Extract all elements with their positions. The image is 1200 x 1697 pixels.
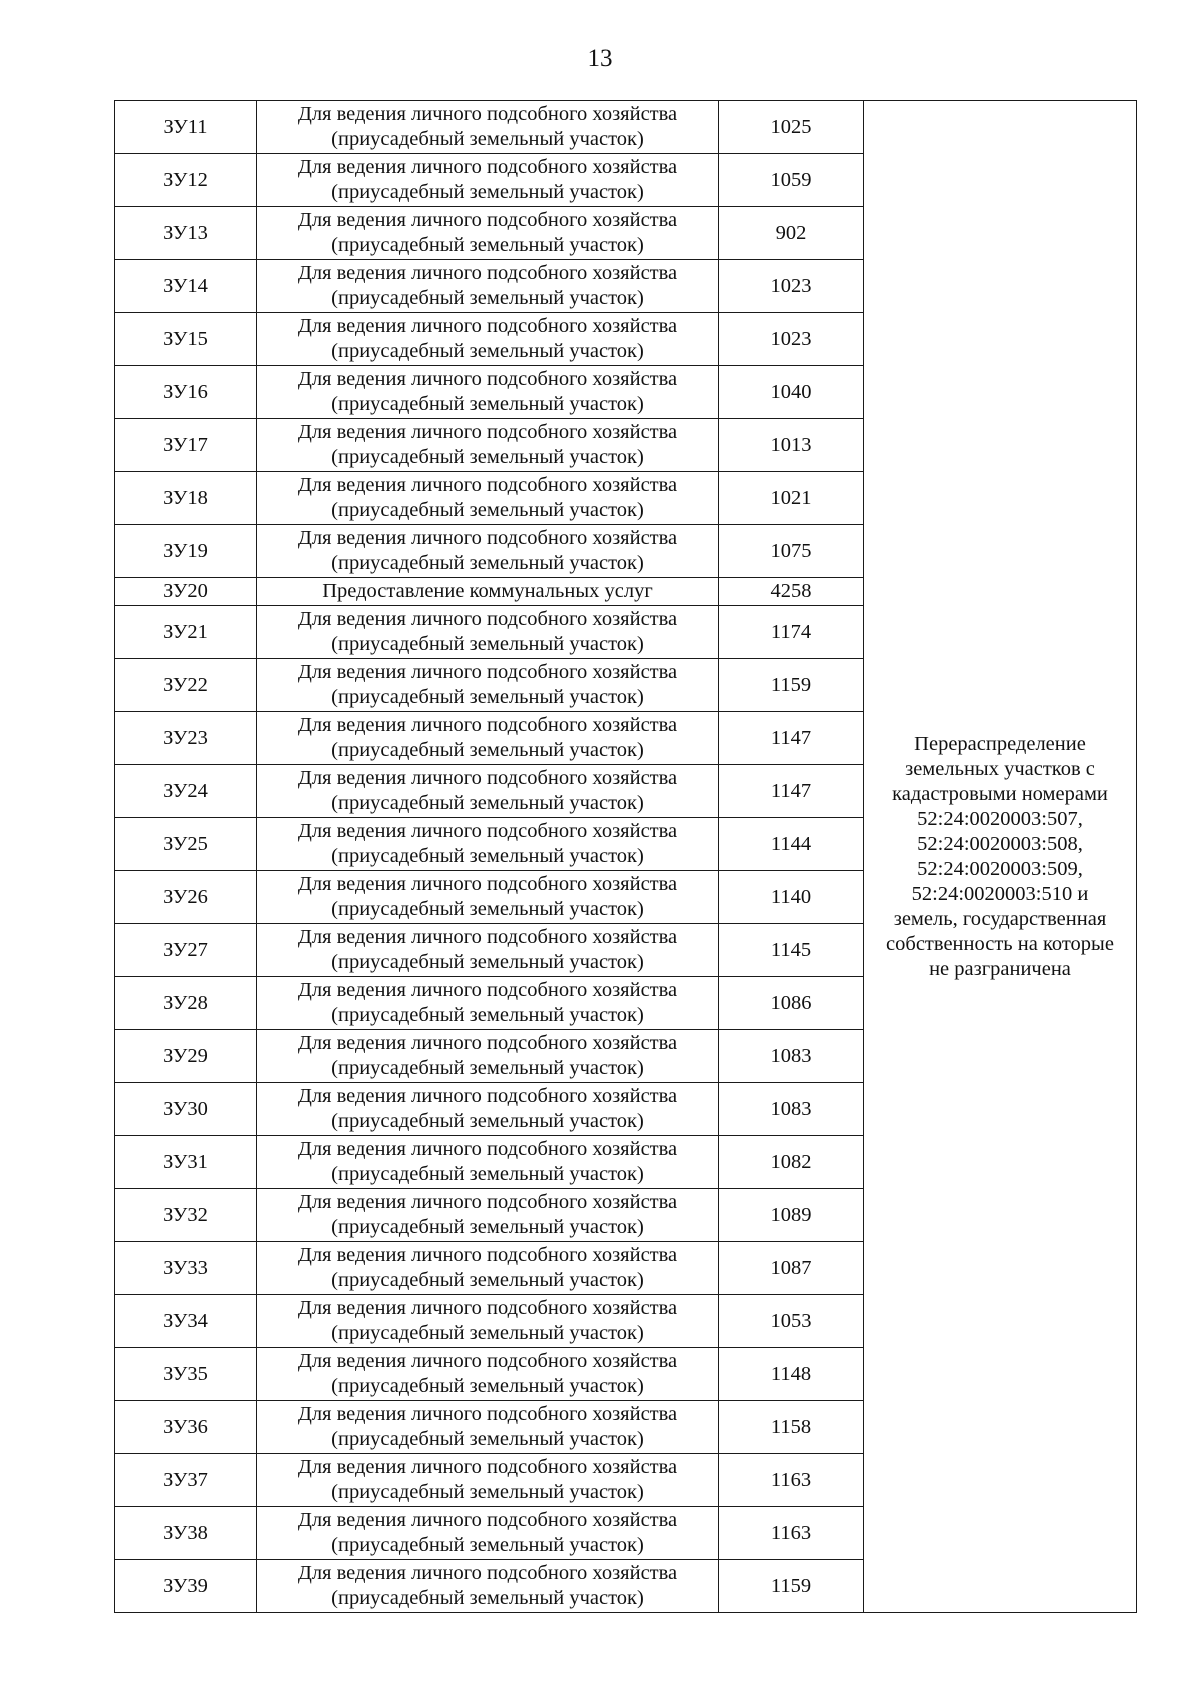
permitted-use-line: (приусадебный земельный участок): [331, 393, 644, 415]
plot-id-cell: ЗУ38: [115, 1507, 257, 1560]
plot-id-cell: ЗУ29: [115, 1030, 257, 1083]
plot-id-cell: ЗУ13: [115, 207, 257, 260]
permitted-use-cell: [257, 154, 719, 207]
plot-area-cell: 1053: [719, 1295, 864, 1348]
formation-method-line: земель, государственная: [893, 907, 1107, 930]
permitted-use-line: (приусадебный земельный участок): [331, 898, 644, 920]
plot-id-cell: ЗУ23: [115, 712, 257, 765]
permitted-use-cell: [257, 1136, 719, 1189]
permitted-use-line: (приусадебный земельный участок): [331, 792, 644, 814]
permitted-use-line: (приусадебный земельный участок): [331, 951, 644, 973]
permitted-use-cell: [257, 313, 719, 366]
permitted-use-line: (приусадебный земельный участок): [331, 845, 644, 867]
plot-area-cell: 1089: [719, 1189, 864, 1242]
permitted-use-line: Для ведения личного подсобного хозяйства: [297, 1456, 678, 1478]
plot-area-cell: 1021: [719, 472, 864, 525]
permitted-use-line: (приусадебный земельный участок): [331, 1057, 644, 1079]
permitted-use-line: Для ведения личного подсобного хозяйства: [297, 262, 678, 284]
permitted-use-line: (приусадебный земельный участок): [331, 1375, 644, 1397]
permitted-use-line: (приусадебный земельный участок): [331, 128, 644, 150]
plot-area-cell: 1159: [719, 1560, 864, 1613]
permitted-use-line: (приусадебный земельный участок): [331, 287, 644, 309]
permitted-use-line: Для ведения личного подсобного хозяйства: [297, 209, 678, 231]
permitted-use-line: (приусадебный земельный участок): [331, 1428, 644, 1450]
plot-area-cell: 1082: [719, 1136, 864, 1189]
permitted-use-line: (приусадебный земельный участок): [331, 1163, 644, 1185]
plot-id-cell: ЗУ19: [115, 525, 257, 578]
permitted-use-line: Предоставление коммунальных услуг: [322, 580, 653, 602]
permitted-use-line: Для ведения личного подсобного хозяйства: [297, 1562, 678, 1584]
permitted-use-cell: [257, 1242, 719, 1295]
permitted-use-cell: [257, 765, 719, 818]
plot-area-cell: 1147: [719, 712, 864, 765]
plot-id-cell: ЗУ39: [115, 1560, 257, 1613]
plot-id-cell: ЗУ25: [115, 818, 257, 871]
plot-area-cell: 4258: [719, 578, 864, 606]
plot-id-cell: ЗУ20: [115, 578, 257, 606]
permitted-use-cell: [257, 1295, 719, 1348]
permitted-use-line: (приусадебный земельный участок): [331, 1004, 644, 1026]
permitted-use-cell: [257, 472, 719, 525]
permitted-use-line: (приусадебный земельный участок): [331, 1269, 644, 1291]
permitted-use-line: Для ведения личного подсобного хозяйства: [297, 1244, 678, 1266]
permitted-use-cell: [257, 977, 719, 1030]
plot-area-cell: 1075: [719, 525, 864, 578]
formation-method-line: кадастровыми номерами: [892, 782, 1108, 805]
permitted-use-line: Для ведения личного подсобного хозяйства: [297, 1509, 678, 1531]
plot-area-cell: 1163: [719, 1507, 864, 1560]
permitted-use-line: Для ведения личного подсобного хозяйства: [297, 820, 678, 842]
plot-id-cell: ЗУ32: [115, 1189, 257, 1242]
formation-method-line: 52:24:0020003:508,: [917, 832, 1083, 855]
plot-area-cell: 1148: [719, 1348, 864, 1401]
permitted-use-line: Для ведения личного подсобного хозяйства: [297, 1297, 678, 1319]
plot-id-cell: ЗУ18: [115, 472, 257, 525]
plot-area-cell: 1086: [719, 977, 864, 1030]
permitted-use-line: Для ведения личного подсобного хозяйства: [297, 979, 678, 1001]
permitted-use-line: Для ведения личного подсобного хозяйства: [297, 474, 678, 496]
permitted-use-line: Для ведения личного подсобного хозяйства: [297, 608, 678, 630]
table-row: [115, 101, 1137, 154]
plot-id-cell: ЗУ15: [115, 313, 257, 366]
permitted-use-line: Для ведения личного подсобного хозяйства: [297, 1138, 678, 1160]
plot-id-cell: ЗУ12: [115, 154, 257, 207]
permitted-use-cell: [257, 207, 719, 260]
permitted-use-line: (приусадебный земельный участок): [331, 1216, 644, 1238]
plot-area-cell: 1145: [719, 924, 864, 977]
plot-id-cell: ЗУ34: [115, 1295, 257, 1348]
plot-id-cell: ЗУ11: [115, 101, 257, 154]
permitted-use-line: (приусадебный земельный участок): [331, 181, 644, 203]
plot-area-cell: 1040: [719, 366, 864, 419]
plot-area-cell: 1159: [719, 659, 864, 712]
permitted-use-line: Для ведения личного подсобного хозяйства: [297, 421, 678, 443]
permitted-use-line: Для ведения личного подсобного хозяйства: [297, 156, 678, 178]
plot-id-cell: ЗУ21: [115, 606, 257, 659]
plot-area-cell: 1083: [719, 1030, 864, 1083]
permitted-use-line: (приусадебный земельный участок): [331, 1110, 644, 1132]
plot-area-cell: 1158: [719, 1401, 864, 1454]
permitted-use-cell: [257, 606, 719, 659]
page-number: 13: [587, 45, 613, 72]
permitted-use-line: (приусадебный земельный участок): [331, 1587, 644, 1609]
land-plots-table: [114, 100, 1137, 1613]
plot-id-cell: ЗУ33: [115, 1242, 257, 1295]
permitted-use-line: Для ведения личного подсобного хозяйства: [297, 767, 678, 789]
permitted-use-cell: [257, 712, 719, 765]
permitted-use-line: (приусадебный земельный участок): [331, 739, 644, 761]
plot-area-cell: 902: [719, 207, 864, 260]
land-plots-table-body: [115, 101, 1137, 1613]
permitted-use-cell: [257, 818, 719, 871]
permitted-use-line: (приусадебный земельный участок): [331, 446, 644, 468]
formation-method-line: 52:24:0020003:507,: [917, 807, 1083, 830]
permitted-use-cell: [257, 1083, 719, 1136]
permitted-use-line: Для ведения личного подсобного хозяйства: [297, 661, 678, 683]
permitted-use-cell: [257, 1454, 719, 1507]
permitted-use-line: (приусадебный земельный участок): [331, 1534, 644, 1556]
formation-method-line: не разграничена: [929, 957, 1071, 980]
formation-method-line: Перераспределение: [914, 732, 1086, 755]
plot-area-cell: 1174: [719, 606, 864, 659]
permitted-use-line: Для ведения личного подсобного хозяйства: [297, 103, 678, 125]
plot-id-cell: ЗУ37: [115, 1454, 257, 1507]
plot-id-cell: ЗУ14: [115, 260, 257, 313]
formation-method-line: 52:24:0020003:510 и: [911, 882, 1089, 905]
formation-method-line: 52:24:0020003:509,: [917, 857, 1083, 880]
permitted-use-cell: [257, 1189, 719, 1242]
plot-area-cell: 1144: [719, 818, 864, 871]
permitted-use-cell: [257, 101, 719, 154]
plot-area-cell: 1163: [719, 1454, 864, 1507]
permitted-use-cell: [257, 871, 719, 924]
plot-id-cell: ЗУ36: [115, 1401, 257, 1454]
plot-id-cell: ЗУ17: [115, 419, 257, 472]
plot-id-cell: ЗУ24: [115, 765, 257, 818]
permitted-use-cell: [257, 578, 719, 606]
formation-method-cell: [864, 101, 1137, 1613]
permitted-use-line: (приусадебный земельный участок): [331, 552, 644, 574]
plot-id-cell: ЗУ28: [115, 977, 257, 1030]
plot-id-cell: ЗУ22: [115, 659, 257, 712]
permitted-use-line: Для ведения личного подсобного хозяйства: [297, 714, 678, 736]
plot-area-cell: 1083: [719, 1083, 864, 1136]
permitted-use-line: Для ведения личного подсобного хозяйства: [297, 1350, 678, 1372]
permitted-use-cell: [257, 260, 719, 313]
formation-method-line: земельных участков с: [905, 757, 1095, 780]
permitted-use-line: Для ведения личного подсобного хозяйства: [297, 1032, 678, 1054]
plot-id-cell: ЗУ30: [115, 1083, 257, 1136]
permitted-use-line: (приусадебный земельный участок): [331, 633, 644, 655]
permitted-use-cell: [257, 1348, 719, 1401]
permitted-use-line: (приусадебный земельный участок): [331, 234, 644, 256]
permitted-use-line: Для ведения личного подсобного хозяйства: [297, 315, 678, 337]
plot-area-cell: 1025: [719, 101, 864, 154]
plot-area-cell: 1013: [719, 419, 864, 472]
plot-area-cell: 1147: [719, 765, 864, 818]
permitted-use-cell: [257, 924, 719, 977]
permitted-use-cell: [257, 1507, 719, 1560]
permitted-use-cell: [257, 1560, 719, 1613]
permitted-use-line: Для ведения личного подсобного хозяйства: [297, 527, 678, 549]
plot-area-cell: 1023: [719, 260, 864, 313]
plot-area-cell: 1059: [719, 154, 864, 207]
permitted-use-cell: [257, 1030, 719, 1083]
plot-id-cell: ЗУ35: [115, 1348, 257, 1401]
plot-id-cell: ЗУ27: [115, 924, 257, 977]
permitted-use-line: Для ведения личного подсобного хозяйства: [297, 1403, 678, 1425]
permitted-use-line: (приусадебный земельный участок): [331, 1481, 644, 1503]
permitted-use-line: (приусадебный земельный участок): [331, 1322, 644, 1344]
plot-id-cell: ЗУ26: [115, 871, 257, 924]
formation-method-line: собственность на которые: [886, 932, 1114, 955]
permitted-use-line: Для ведения личного подсобного хозяйства: [297, 1191, 678, 1213]
permitted-use-cell: [257, 659, 719, 712]
plot-area-cell: 1023: [719, 313, 864, 366]
permitted-use-line: Для ведения личного подсобного хозяйства: [297, 926, 678, 948]
plot-id-cell: ЗУ16: [115, 366, 257, 419]
plot-id-cell: ЗУ31: [115, 1136, 257, 1189]
permitted-use-cell: [257, 366, 719, 419]
plot-area-cell: 1087: [719, 1242, 864, 1295]
permitted-use-line: Для ведения личного подсобного хозяйства: [297, 873, 678, 895]
permitted-use-line: (приусадебный земельный участок): [331, 686, 644, 708]
permitted-use-line: Для ведения личного подсобного хозяйства: [297, 368, 678, 390]
permitted-use-cell: [257, 1401, 719, 1454]
permitted-use-cell: [257, 419, 719, 472]
permitted-use-line: Для ведения личного подсобного хозяйства: [297, 1085, 678, 1107]
plot-area-cell: 1140: [719, 871, 864, 924]
permitted-use-cell: [257, 525, 719, 578]
permitted-use-line: (приусадебный земельный участок): [331, 340, 644, 362]
permitted-use-line: (приусадебный земельный участок): [331, 499, 644, 521]
